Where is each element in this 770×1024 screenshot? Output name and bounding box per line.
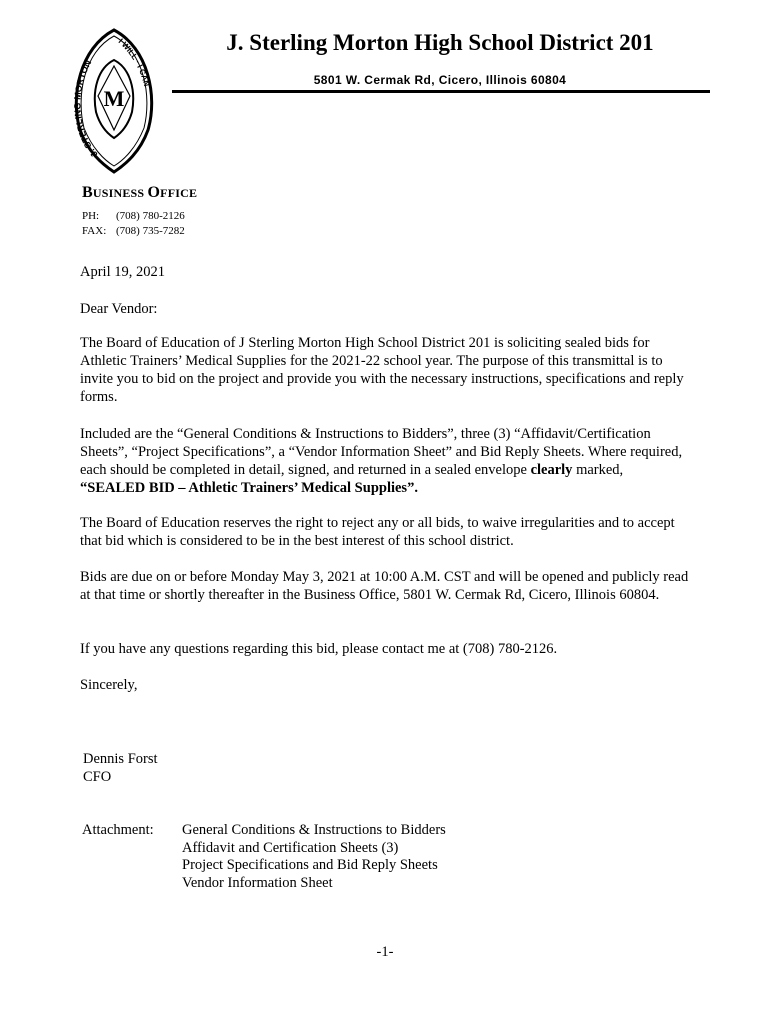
signature-block: [83, 750, 158, 786]
svg-text:M: M: [103, 86, 125, 111]
letter-salutation: Dear Vendor:: [80, 301, 158, 317]
attachment-list: [182, 822, 446, 892]
paragraph-intro: The Board of Education of J Sterling Morton High School District 201 is soliciting sealed bids for Athletic Trainers’ Medical Supplies for the 2021-22 school year. The purpose of this transmittal is to invite you to bid on the project and provide you with the necessary instructions, specifications and reply forms.: [80, 335, 684, 405]
header-divider: [172, 90, 710, 93]
letter-closing: Sincerely,: [80, 677, 138, 693]
paragraph-inclusions: Included are the “General Conditions & Instructions to Bidders”, three (3) “Affidavit/Certification Sheets”, “Project Specifications”, a “Vendor Information Sheet” and Bid Reply Sheets. Where required, each should be completed in detail, signed, and returned in a sealed envelope clearly marked, “SEALED BID – Athletic Trainers’ Medical Supplies”.: [80, 426, 683, 496]
attachment-item: Affidavit and Certification Sheets (3): [182, 839, 399, 856]
paragraph-rights: The Board of Education reserves the right to reject any or all bids, to waive irregularities and to accept that bid which is considered to be in the best interest of this school district.: [80, 515, 675, 549]
letterhead-address: 5801 W. Cermak Rd, Cicero, Illinois 60804: [313, 73, 567, 87]
letter-date: April 19, 2021: [80, 264, 165, 280]
fax-line: FAX: (708) 735-7282: [82, 225, 185, 237]
office-contact: [82, 209, 185, 239]
attachment-item: Project Specifications and Bid Reply Sheets: [182, 857, 438, 873]
seal-text-left: J. STERLING MORTON: [72, 58, 100, 160]
school-seal-logo: [68, 26, 160, 174]
seal-text-right: I WILL · I CAN: [116, 36, 152, 88]
attachment-item: General Conditions & Instructions to Bidders: [182, 822, 446, 838]
signer-name: Dennis Forst: [83, 751, 158, 767]
letterhead-title: J. Sterling Morton High School District 201: [226, 30, 654, 55]
signer-title: CFO: [83, 769, 112, 785]
attachment-item: Vendor Information Sheet: [182, 874, 333, 891]
phone-line: PH: (708) 780-2126: [82, 210, 185, 222]
paragraph-due-date: Bids are due on or before Monday May 3, 2021 at 10:00 A.M. CST and will be opened and publicly read at that time or shortly thereafter in the Business Office, 5801 W. Cermak Rd, Cicero, Illinois 60804.: [80, 569, 689, 603]
attachment-label: Attachment:: [82, 822, 154, 838]
page-number: -1-: [376, 944, 394, 960]
business-office-heading: BUSINESS OFFICE: [82, 184, 198, 201]
paragraph-contact: If you have any questions regarding this bid, please contact me at (708) 780-2126.: [80, 641, 558, 657]
